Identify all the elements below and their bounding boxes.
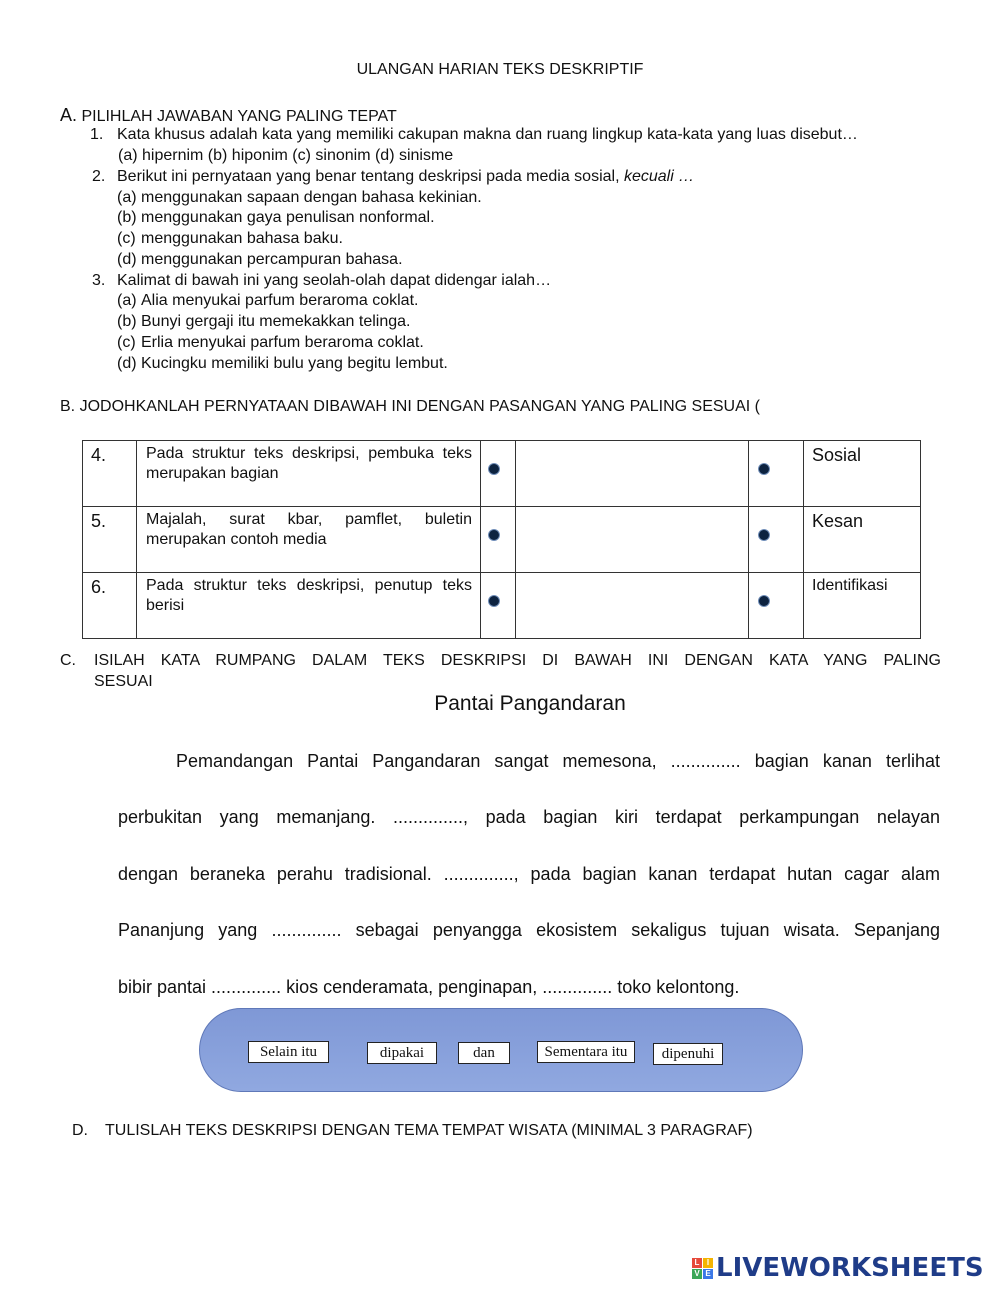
question-number: 2. bbox=[92, 168, 106, 185]
option-3d[interactable]: (d) Kucingku memiliki bulu yang begitu lembut. bbox=[117, 355, 448, 372]
match-dot-left[interactable] bbox=[488, 463, 500, 475]
match-area[interactable] bbox=[516, 573, 749, 639]
word-chip[interactable]: Sementara itu bbox=[537, 1041, 635, 1063]
matching-table bbox=[82, 440, 921, 639]
question-text: Berikut ini pernyataan yang benar tentang deskripsi pada media sosial, bbox=[117, 168, 620, 185]
question-2 bbox=[92, 168, 694, 186]
word-chip[interactable]: Selain itu bbox=[248, 1041, 329, 1063]
question-3 bbox=[92, 272, 551, 290]
passage-title: Pantai Pangandaran bbox=[434, 692, 626, 715]
row-number: 5. bbox=[83, 507, 137, 573]
match-area[interactable] bbox=[516, 441, 749, 507]
passage-line: dengan beraneka perahu tradisional. .............., pada bagian kanan terdapat hutan cagar alam bbox=[118, 864, 940, 884]
table-row bbox=[83, 573, 921, 639]
section-c-letter: C. bbox=[60, 652, 76, 669]
section-c-heading-cont: SESUAI bbox=[94, 673, 153, 690]
table-row bbox=[83, 507, 921, 573]
liveworksheets-logo bbox=[692, 1253, 984, 1283]
option-3a[interactable]: (a) Alia menyukai parfum beraroma coklat. bbox=[117, 292, 419, 309]
question-number: 3. bbox=[92, 272, 106, 289]
option-2a[interactable]: (a) menggunakan sapaan dengan bahasa kekinian. bbox=[117, 189, 482, 206]
row-statement: Pada struktur teks deskripsi, penutup teks berisi bbox=[137, 573, 481, 639]
section-b-heading: B. JODOHKANLAH PERNYATAAN DIBAWAH INI DENGAN PASANGAN YANG PALING SESUAI ( bbox=[60, 398, 760, 415]
section-c-heading: ISILAH KATA RUMPANG DALAM TEKS DESKRIPSI DI BAWAH INI DENGAN KATA YANG PALING bbox=[94, 652, 941, 669]
row-answer: Sosial bbox=[804, 441, 921, 507]
option-3c[interactable]: (c) Erlia menyukai parfum beraroma coklat. bbox=[117, 334, 424, 351]
logo-mark-icon: L I V E bbox=[692, 1258, 713, 1279]
logo-text: LIVEWORKSHEETS bbox=[716, 1253, 984, 1283]
match-dot-right[interactable] bbox=[758, 463, 770, 475]
word-chip[interactable]: dipenuhi bbox=[653, 1043, 723, 1065]
question-text: Kalimat di bawah ini yang seolah-olah dapat didengar ialah… bbox=[117, 272, 552, 289]
question-text: Kata khusus adalah kata yang memiliki cakupan makna dan ruang lingkup kata-kata yang luas disebut… bbox=[117, 126, 858, 143]
option-2d[interactable]: (d) menggunakan percampuran bahasa. bbox=[117, 251, 403, 268]
row-statement: Pada struktur teks deskripsi, pembuka teks merupakan bagian bbox=[137, 441, 481, 507]
section-a-letter: A. bbox=[60, 105, 78, 125]
option-3b[interactable]: (b) Bunyi gergaji itu memekakkan telinga. bbox=[117, 313, 411, 330]
passage-line: Pananjung yang .............. sebagai penyangga ekosistem sekaligus tujuan wisata. Sepanjang bbox=[118, 920, 940, 940]
row-statement: Majalah, surat kbar, pamflet, buletin merupakan contoh media bbox=[137, 507, 481, 573]
match-area[interactable] bbox=[516, 507, 749, 573]
question-emphasis: kecuali … bbox=[623, 168, 695, 185]
passage-line: Pemandangan Pantai Pangandaran sangat memesona, .............. bagian kanan terlihat bbox=[176, 751, 940, 771]
section-d-letter: D. bbox=[72, 1122, 88, 1139]
row-number: 6. bbox=[83, 573, 137, 639]
row-answer: Identifikasi bbox=[804, 573, 921, 639]
row-answer: Kesan bbox=[804, 507, 921, 573]
match-dot-right[interactable] bbox=[758, 529, 770, 541]
question-1-options[interactable]: (a) hipernim (b) hiponim (c) sinonim (d) sinisme bbox=[118, 147, 454, 164]
word-chip[interactable]: dan bbox=[458, 1042, 510, 1064]
option-2c[interactable]: (c) menggunakan bahasa baku. bbox=[117, 230, 343, 247]
section-d-title: TULISLAH TEKS DESKRIPSI DENGAN TEMA TEMPAT WISATA (MINIMAL 3 PARAGRAF) bbox=[105, 1122, 753, 1139]
section-a-title: PILIHLAH JAWABAN YANG PALING TEPAT bbox=[81, 108, 397, 125]
page-title: ULANGAN HARIAN TEKS DESKRIPTIF bbox=[356, 61, 644, 78]
word-chip[interactable]: dipakai bbox=[367, 1042, 437, 1064]
passage-line: bibir pantai .............. kios cenderamata, penginapan, .............. toko kelontong. bbox=[118, 977, 740, 997]
table-row bbox=[83, 441, 921, 507]
match-dot-right[interactable] bbox=[758, 595, 770, 607]
question-1 bbox=[90, 126, 858, 144]
question-number: 1. bbox=[90, 126, 104, 143]
passage-line: perbukitan yang memanjang. .............., pada bagian kiri terdapat perkampungan nelayan bbox=[118, 807, 940, 827]
option-2b[interactable]: (b) menggunakan gaya penulisan nonformal. bbox=[117, 209, 435, 226]
section-d-heading bbox=[72, 1122, 753, 1140]
match-dot-left[interactable] bbox=[488, 595, 500, 607]
section-a-heading bbox=[60, 105, 397, 126]
match-dot-left[interactable] bbox=[488, 529, 500, 541]
row-number: 4. bbox=[83, 441, 137, 507]
